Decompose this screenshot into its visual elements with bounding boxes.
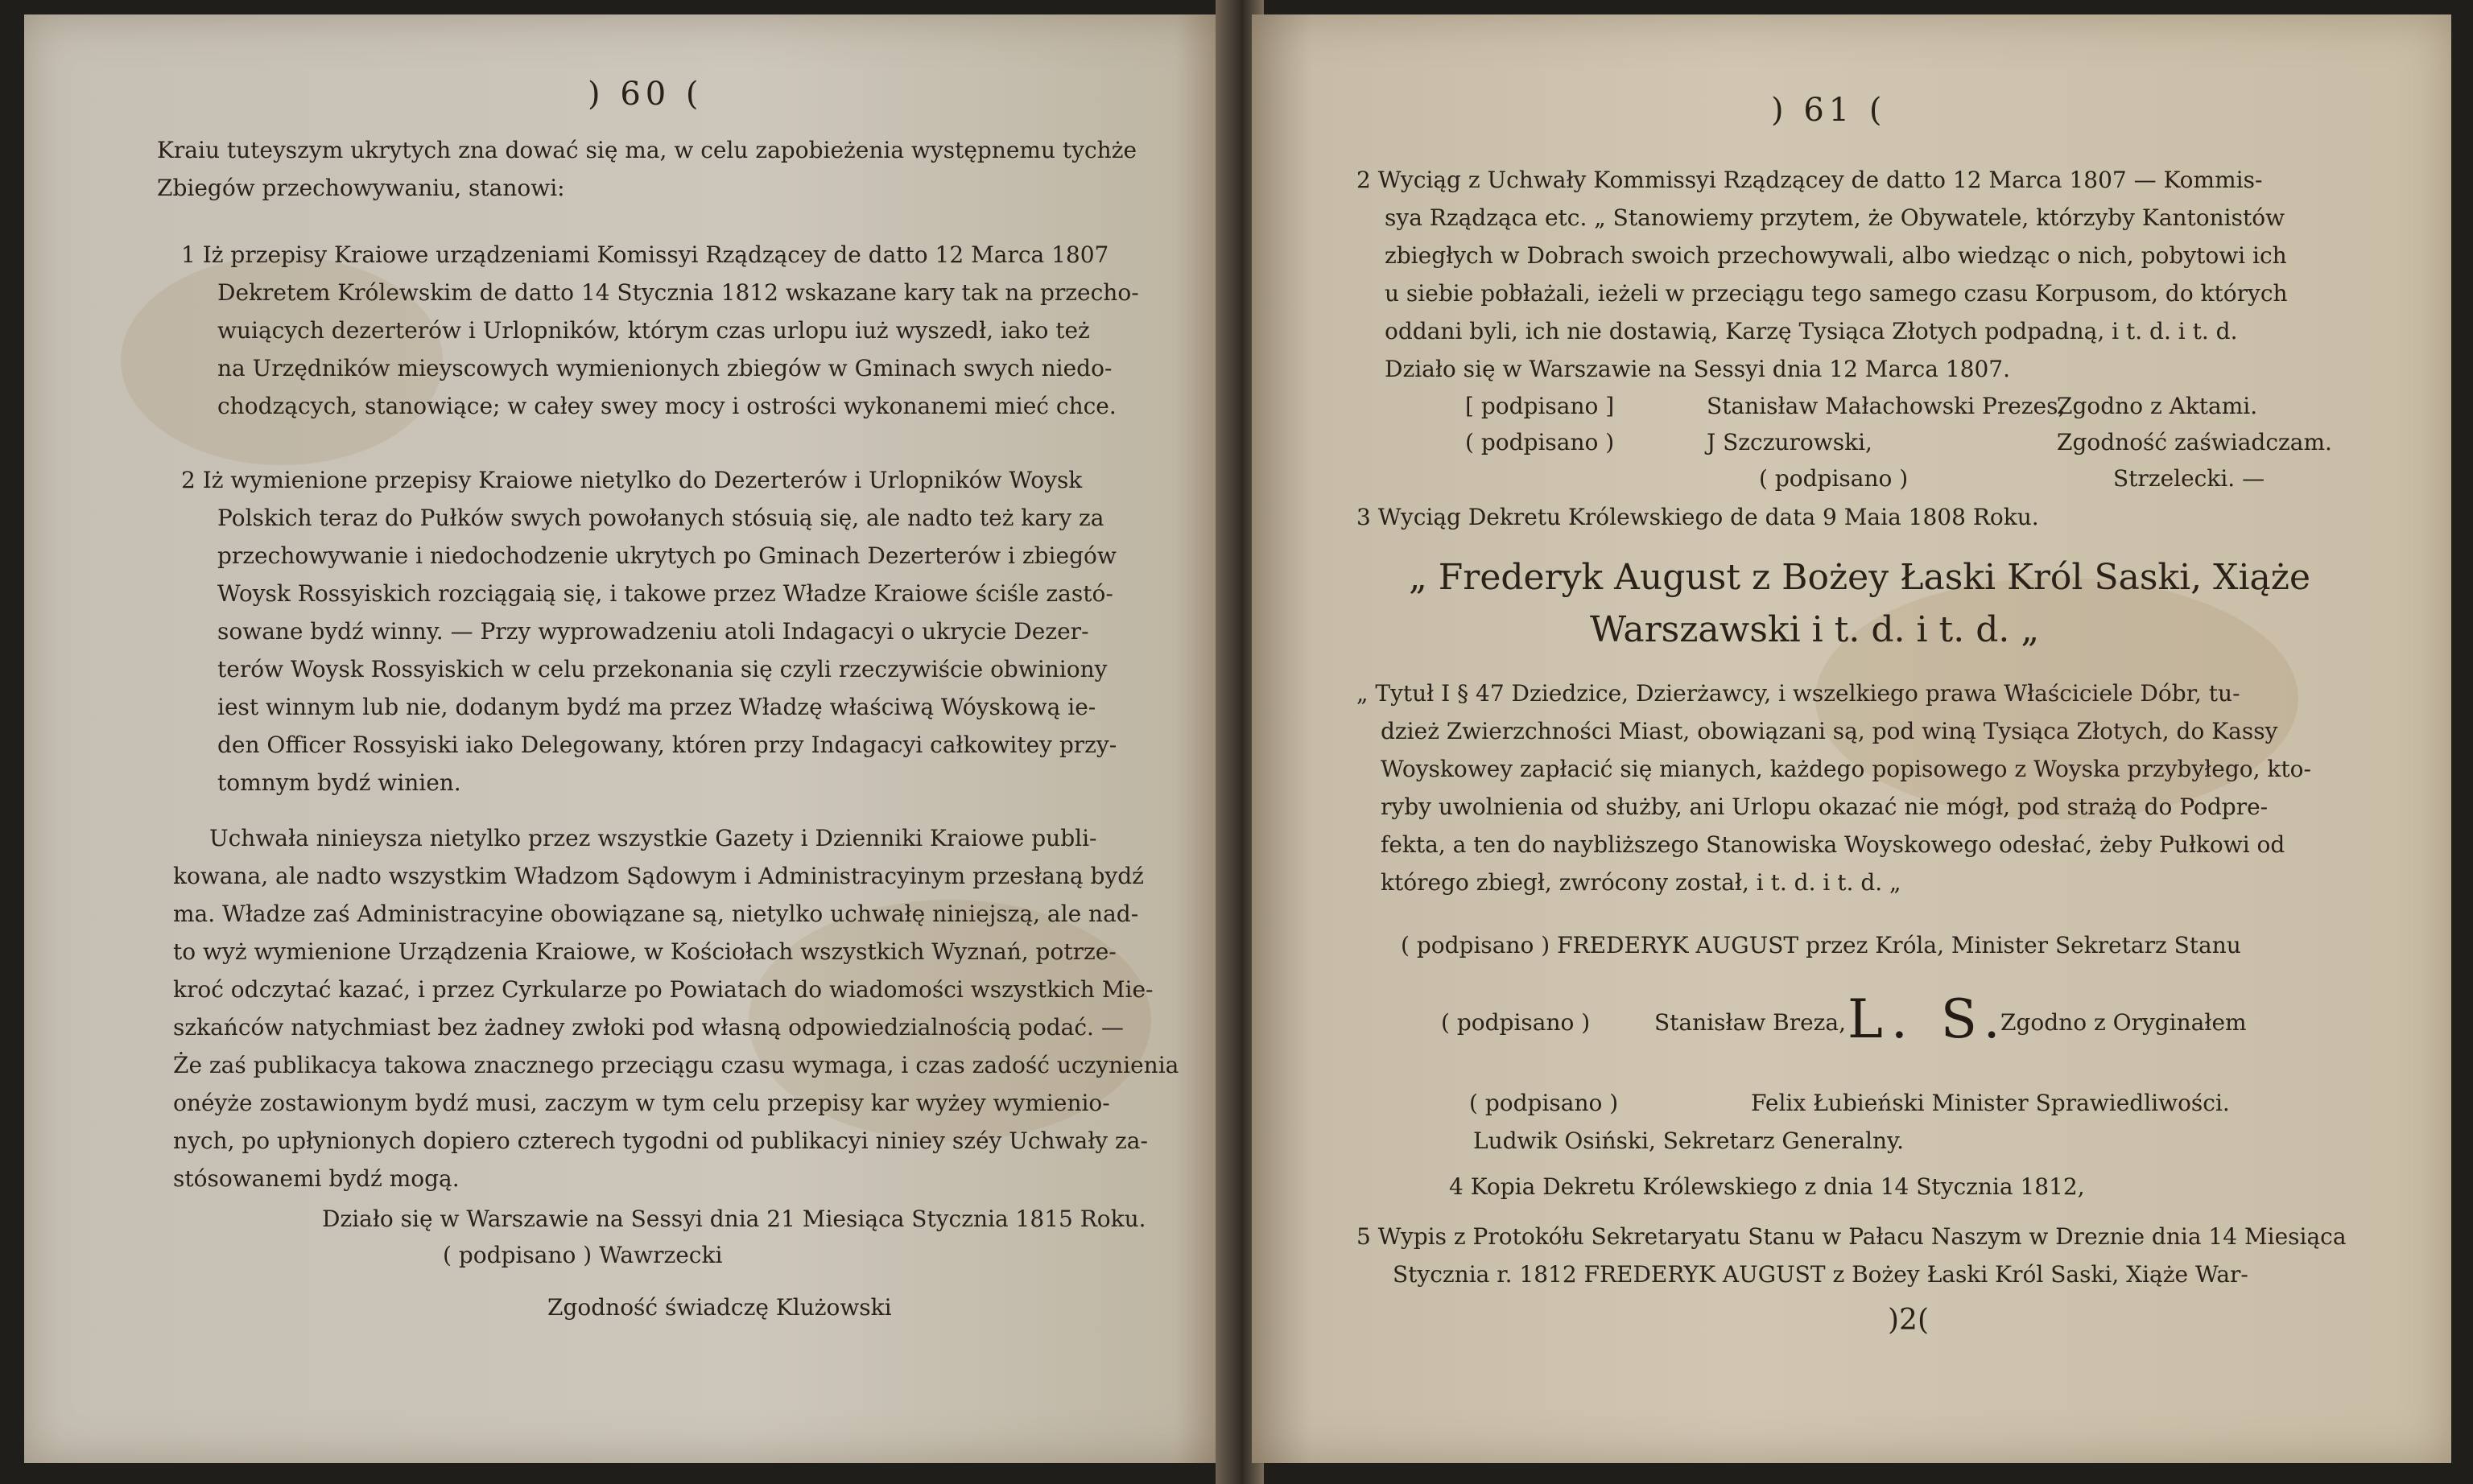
text-line: 2 Iż wymienione przepisy Kraiowe nietylko do Dezerterów i Urlopników Woysk	[181, 467, 1083, 493]
text-line: szkańców natychmiast bez żadney zwłoki pod własną odpowiedzialnością podać. —	[173, 1014, 1124, 1041]
sig-col2-row2: J Szczurowski,	[1707, 429, 1872, 456]
item-2-right	[1356, 161, 2288, 388]
text-line: Uchwała ninieysza nietylko przez wszystkie Gazety i Dzienniki Kraiowe publi-	[209, 825, 1097, 851]
text-line: zbiegłych w Dobrach swoich przechowywali, albo wiedząc o nich, pobytowi ich	[1385, 242, 2287, 269]
item-3-line: 3 Wyciąg Dekretu Królewskiego de data 9 Maia 1808 Roku.	[1356, 504, 2039, 530]
closing-line: Działo się w Warszawie na Sessyi dnia 21 Miesiąca Stycznia 1815 Roku.	[322, 1206, 1146, 1232]
text-line: nych, po upłynionych dopiero czterech tygodni od publikacyi niniey széy Uchwały za-	[173, 1127, 1148, 1154]
text-line: Woyskowey zapłacić się mianych, każdego popisowego z Woyska przybyłego, kto-	[1381, 756, 2311, 782]
page-number: ) 60 (	[588, 76, 704, 113]
text-line: oddani byli, ich nie dostawią, Karzę Tysiąca Złotych podpadną, i t. d. i t. d.	[1385, 318, 2238, 344]
sig-col1-row1: [ podpisano ]	[1465, 393, 1615, 419]
signed-breza-right: Zgodno z Oryginałem	[2000, 1009, 2247, 1036]
sig-col1-row2: ( podpisano )	[1465, 429, 1615, 456]
page-number: ) 61 (	[1771, 92, 1887, 129]
text-line: kroć odczytać kazać, i przez Cyrkularze po Powiatach do wiadomości wszystkich Mie-	[173, 976, 1154, 1003]
sig-col2-row3: ( podpisano )	[1759, 465, 1909, 492]
signed-king: ( podpisano ) FREDERYK AUGUST przez Króla, Minister Sekretarz Stanu	[1401, 932, 2241, 958]
item-2	[181, 461, 1117, 802]
text-line: u siebie pobłażali, ieżeli w przeciągu tego samego czasu Korpusom, do których	[1385, 280, 2288, 307]
item-5	[1356, 1218, 2347, 1293]
text-line: dzież Zwierzchności Miast, obowiązani są, pod winą Tysiąca Złotych, do Kassy	[1381, 718, 2278, 744]
text-line: kowana, ale nadto wszystkim Władzom Sądowym i Administracyinym przesłaną bydź	[173, 863, 1144, 889]
attest-line: Zgodność świadczę Klużowski	[547, 1294, 892, 1321]
decree-heading: „ Frederyk August z Bożey Łaski Krόl Saski, Xiąże	[1409, 557, 2310, 598]
text-line: ryby uwolnienia od służby, ani Urlopu okazać nie mógł, pod strażą do Podpre-	[1381, 794, 2269, 820]
text-line: stósowanemi bydź mogą.	[173, 1165, 460, 1192]
sig-col3-row3: Strzelecki. —	[2113, 465, 2265, 492]
text-line: 5 Wypis z Protokółu Sekretaryatu Stanu w Pałacu Naszym w Dreznie dnia 14 Miesiąca	[1356, 1223, 2347, 1250]
sig-col3-row1: Zgodno z Aktami.	[2057, 393, 2258, 419]
seal-mark: L. S.	[1848, 988, 2009, 1050]
text-line: przechowywanie i niedochodzenie ukrytych po Gminach Dezerterów i zbiegów	[217, 542, 1117, 569]
text-line: onéyże zostawionym bydź musi, zaczym w tym celu przepisy kar wyżey wymienio-	[173, 1090, 1110, 1116]
right-page	[1252, 14, 2451, 1463]
paragraph-3	[173, 819, 1179, 1198]
text-line: Działo się w Warszawie na Sessyi dnia 12 Marca 1807.	[1385, 356, 2010, 382]
signed-breza-left: ( podpisano )	[1441, 1009, 1591, 1036]
item-4-line: 4 Kopia Dekretu Królewskiego z dnia 14 Stycznia 1812,	[1449, 1173, 2085, 1200]
text-line: Kraiu tuteyszym ukrytych zna dować się ma, w celu zapobieżenia występnemu tychże	[157, 137, 1137, 163]
text-line: Stycznia r. 1812 FREDERYK AUGUST z Bożey Łaski Krόl Saski, Xiąże War-	[1393, 1261, 2248, 1288]
text-line: chodzących, stanowiące; w całey swey mocy i ostrości wykonanemi mieć chce.	[217, 393, 1117, 419]
sig-col3-row2: Zgodność zaświadczam.	[2057, 429, 2332, 456]
text-line: sya Rządząca etc. „ Stanowiemy przytem, że Obywatele, którzyby Kantonistów	[1385, 204, 2285, 231]
text-line: wuiących dezerterów i Urlopników, którym czas urlopu iuż wyszedł, iako też	[217, 317, 1090, 344]
text-line: Woysk Rossyiskich rozciągaią się, i takowe przez Władze Kraiowe ściśle zastó-	[217, 580, 1113, 607]
signed-lub-name: Felix Łubieński Minister Sprawiedliwości.	[1751, 1090, 2230, 1116]
text-line: den Officer Rossyiski iako Delegowany, któren przy Indagacyi całkowitey przy-	[217, 732, 1117, 758]
text-line: terów Woysk Rossyiskich w celu przekonania się czyli rzeczywiście obwiniony	[217, 656, 1108, 682]
text-line: to wyż wymienione Urządzenia Kraiowe, w Kościołach wszystkich Wyznań, potrze-	[173, 938, 1117, 965]
text-line: sowane bydź winny. — Przy wyprowadzeniu atoli Indagacyi o ukrycie Dezer-	[217, 618, 1089, 645]
signed-line: ( podpisano ) Wawrzecki	[443, 1242, 723, 1268]
decree-heading: Warszawski i t. d. i t. d. „	[1590, 609, 2040, 650]
sig-col2-row1: Stanisław Małachowski Prezes,	[1707, 393, 2066, 419]
text-line: „ Tytuł I § 47 Dziedzice, Dzierżawcy, i wszelkiego prawa Właściciele Dóbr, tu-	[1356, 680, 2240, 707]
text-line: fekta, a ten do naybliższego Stanowiska Woyskowego odesłać, żeby Pułkowi od	[1381, 831, 2285, 858]
decree-body	[1356, 674, 2311, 901]
text-line: na Urzędników mieyscowych wymienionych zbiegów w Gminach swych niedo-	[217, 355, 1113, 381]
text-line: 2 Wyciąg z Uchwały Kommissyi Rządzącey de datto 12 Marca 1807 — Kommis-	[1356, 167, 2263, 193]
catchword: )2(	[1888, 1304, 1929, 1337]
signed-lub-left: ( podpisano )	[1469, 1090, 1619, 1116]
text-line: ma. Władze zaś Administracyine obowiązane są, nietylko uchwałę niniejszą, ale nad-	[173, 901, 1139, 927]
intro-paragraph	[157, 131, 1137, 207]
text-line: Polskich teraz do Pułków swych powołanych stósuią się, ale nadto też kary za	[217, 505, 1104, 531]
text-line: tomnym bydź winien.	[217, 769, 461, 796]
text-line: którego zbiegł, zwrócony został, i t. d. i t. d. „	[1381, 869, 1901, 896]
signed-osinski: Ludwik Osiński, Sekretarz Generalny.	[1473, 1127, 1905, 1154]
text-line: Zbiegów przechowywaniu, stanowi:	[157, 175, 565, 201]
text-line: iest winnym lub nie, dodanym bydź ma przez Władzę właściwą Wóyskową ie-	[217, 694, 1096, 720]
text-line: Dekretem Królewskim de datto 14 Stycznia 1812 wskazane kary tak na przecho-	[217, 279, 1139, 306]
text-line: 1 Iż przepisy Kraiowe urządzeniami Komissyi Rządzącey de datto 12 Marca 1807	[181, 241, 1109, 268]
left-page	[24, 14, 1224, 1463]
text-line: Że zaś publikacya takowa znacznego przeciągu czasu wymaga, i czas zadość uczynienia	[173, 1052, 1179, 1078]
item-1	[181, 236, 1139, 425]
signed-breza-name: Stanisław Breza,	[1654, 1009, 1846, 1036]
